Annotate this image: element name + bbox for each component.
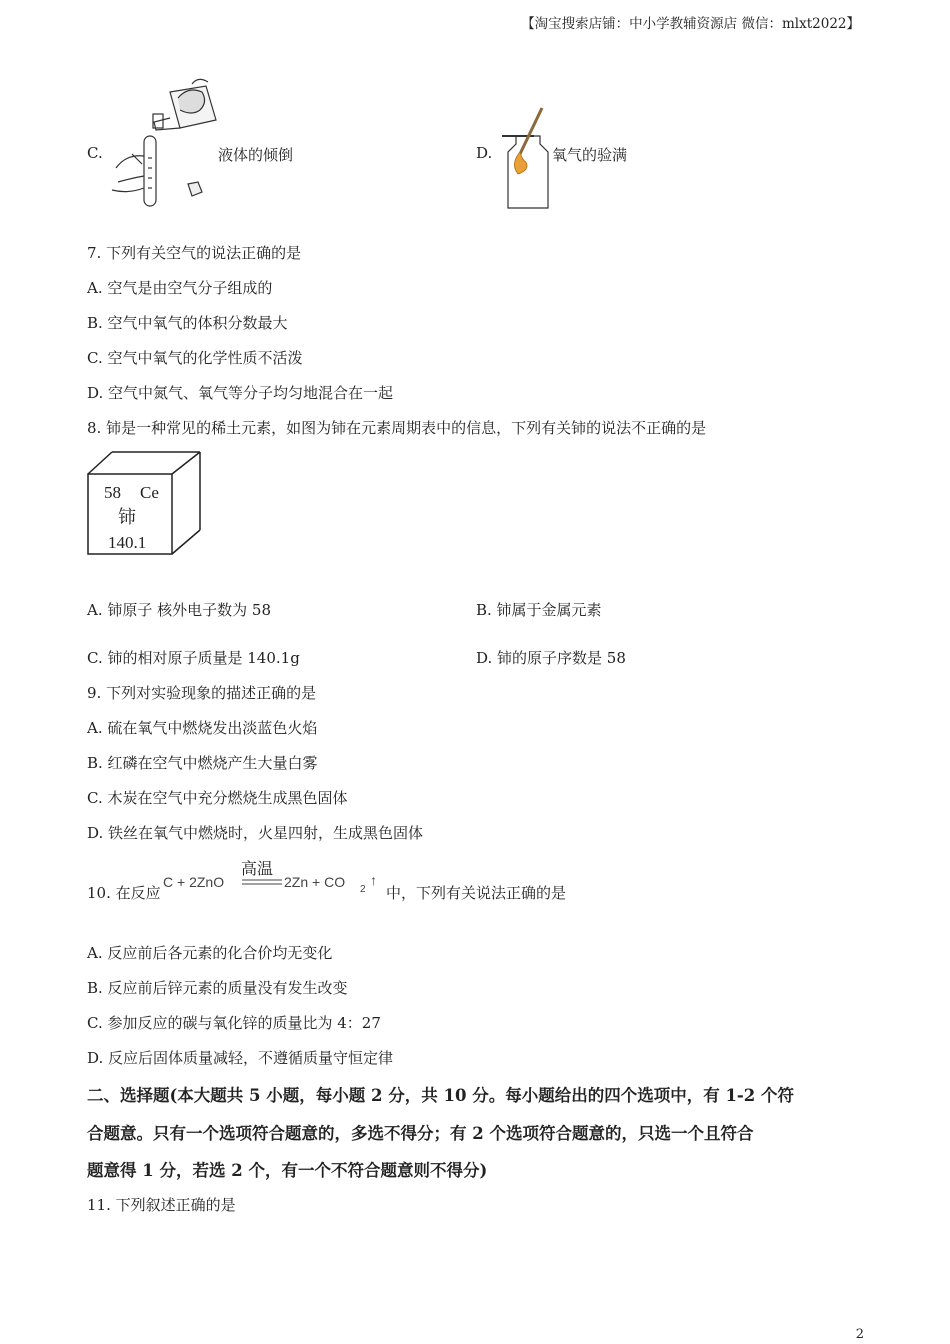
- element-atomic-number: 58: [104, 483, 121, 502]
- q8-option-b: B. 铈属于金属元素: [476, 601, 602, 619]
- q7-option-d: D. 空气中氮气、氧气等分子均匀地混合在一起: [87, 384, 394, 402]
- q6-option-c-label: C.: [87, 144, 103, 162]
- q9-option-d: D. 铁丝在氧气中燃烧时，火星四射，生成黑色固体: [87, 824, 424, 842]
- q10-option-a: A. 反应前后各元素的化合价均无变化: [87, 944, 333, 962]
- q9-option-b: B. 红磷在空气中燃烧产生大量白雾: [87, 754, 318, 772]
- q7-option-b: B. 空气中氧气的体积分数最大: [87, 314, 288, 332]
- element-name: 铈: [118, 507, 136, 527]
- equation-gas-arrow: ↑: [370, 872, 377, 888]
- section2-instructions-line1: 二、选择题(本大题共 5 小题，每小题 2 分，共 10 分。每小题给出的四个选项中，有 1-2 个符: [87, 1086, 794, 1105]
- q10-option-c: C. 参加反应的碳与氧化锌的质量比为 4：27: [87, 1014, 381, 1032]
- equation-right: 2Zn + CO: [284, 874, 346, 890]
- q7-option-c: C. 空气中氧气的化学性质不活泼: [87, 349, 303, 367]
- q11-stem: 11. 下列叙述正确的是: [87, 1196, 236, 1214]
- q7-option-a: A. 空气是由空气分子组成的: [87, 279, 273, 297]
- q9-option-a: A. 硫在氧气中燃烧发出淡蓝色火焰: [87, 719, 318, 737]
- liquid-pouring-illustration: [108, 78, 220, 212]
- q9-stem: 9. 下列对实验现象的描述正确的是: [87, 684, 317, 702]
- section2-instructions-line2: 合题意。只有一个选项符合题意的，多选不得分；有 2 个选项符合题意的，只选一个且符合: [87, 1124, 754, 1143]
- oxygen-test-illustration: [500, 104, 554, 212]
- periodic-element-cell: [86, 450, 206, 558]
- q6-option-d-text: 氧气的验满: [552, 146, 628, 164]
- page-header: 【淘宝搜索店铺：中小学教辅资源店 微信：mlxt2022】: [521, 16, 860, 32]
- q9-option-c: C. 木炭在空气中充分燃烧生成黑色固体: [87, 789, 348, 807]
- section2-instructions-line3: 题意得 1 分，若选 2 个，有一个不符合题意则不得分): [87, 1161, 488, 1180]
- q6-option-c-text: 液体的倾倒: [218, 146, 294, 164]
- q8-stem: 8. 铈是一种常见的稀土元素，如图为铈在元素周期表中的信息，下列有关铈的说法不正确的是: [87, 419, 707, 437]
- element-atomic-mass: 140.1: [108, 533, 147, 552]
- q10-option-d: D. 反应后固体质量减轻，不遵循质量守恒定律: [87, 1049, 394, 1067]
- page-number: 2: [855, 1327, 864, 1342]
- equation-equals-sign: [242, 878, 282, 886]
- equation-condition: 高温: [241, 859, 274, 878]
- q8-option-c: C. 铈的相对原子质量是 140.1g: [87, 649, 300, 667]
- q6-option-d-label: D.: [476, 144, 493, 162]
- q8-option-d: D. 铈的原子序数是 58: [476, 649, 626, 667]
- q7-stem: 7. 下列有关空气的说法正确的是: [87, 244, 302, 262]
- equation-left: C + 2ZnO: [163, 874, 225, 890]
- q10-prefix: 10. 在反应: [87, 884, 161, 902]
- element-symbol: Ce: [140, 483, 159, 502]
- equation-subscript: 2: [360, 884, 366, 895]
- q10-option-b: B. 反应前后锌元素的质量没有发生改变: [87, 979, 348, 997]
- q10-suffix: 中，下列有关说法正确的是: [386, 884, 567, 902]
- q8-option-a: A. 铈原子 核外电子数为 58: [87, 601, 271, 619]
